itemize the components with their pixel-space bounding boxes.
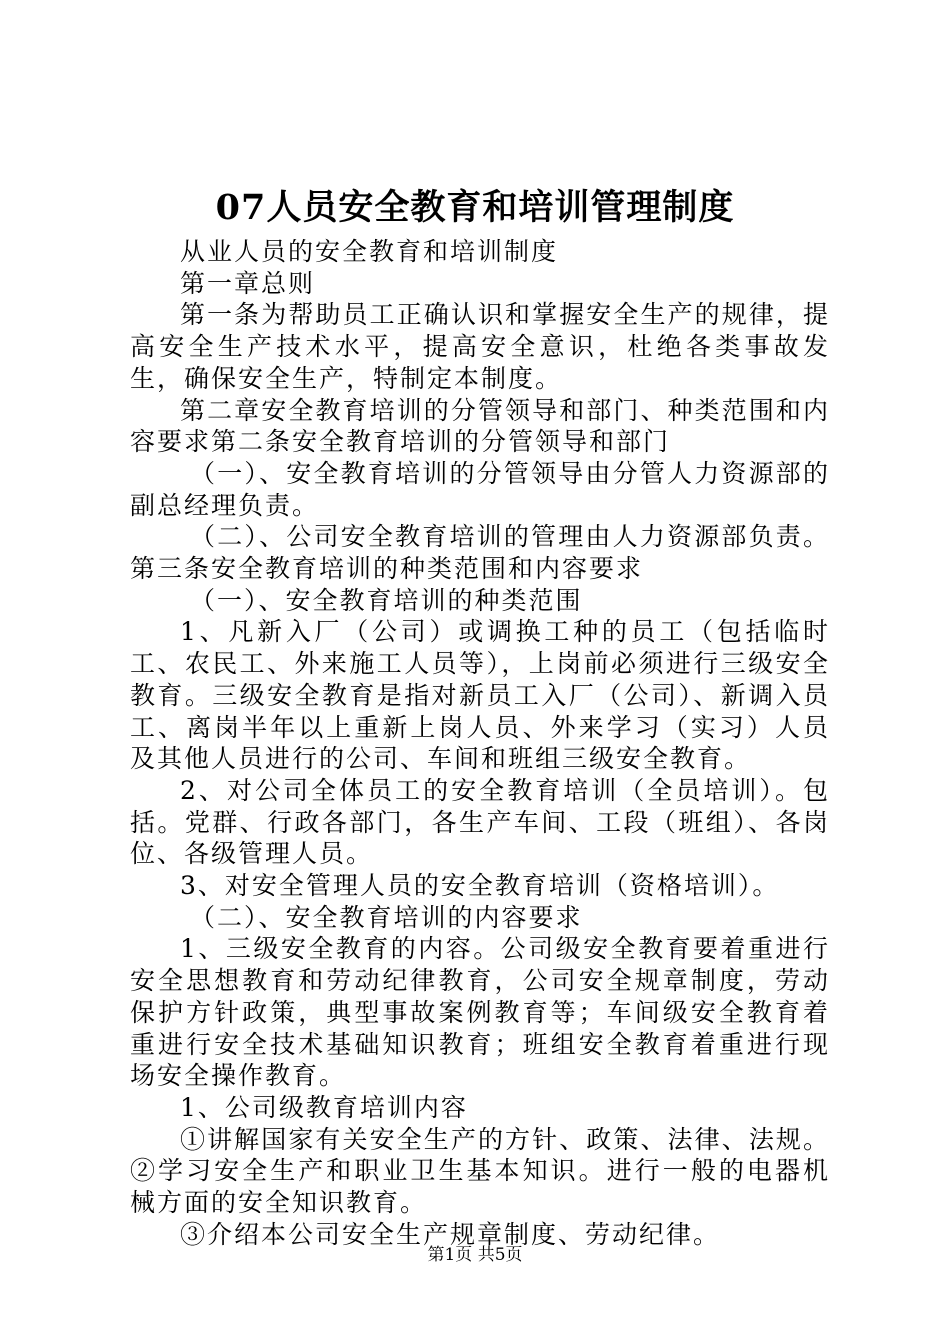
paragraph-company-item-3: ③介绍本公司安全生产规章制度、劳动纪律。 [180, 1219, 721, 1249]
paragraph-subtitle: 从业人员的安全教育和培训制度 [180, 237, 559, 266]
paragraph-item-2: （二）、公司安全教育培训的管理由人力资源部负责。第三条安全教育培训的种类范围和内容要求 [130, 522, 830, 584]
paragraph-company-level: 1、公司级教育培训内容 [180, 1092, 468, 1122]
paragraph-section-scope: （一）、安全教育培训的种类范围 [190, 585, 583, 615]
paragraph-section-content: （二）、安全教育培训的内容要求 [190, 902, 583, 932]
paragraph-scope-2: 2、对公司全体员工的安全教育培训（全员培训）。包括。党群、行政各部门，各生产车间、工段（班组）、各岗位、各级管理人员。 [130, 775, 830, 869]
paragraph-content-1: 1、三级安全教育的内容。公司级安全教育要着重进行安全思想教育和劳动纪律教育，公司安全规章制度，劳动保护方针政策，典型事故案例教育等；车间级安全教育着重进行安全技术基础知识教育；班组安全教育着重进行现场安全操作教育。 [130, 934, 830, 1091]
page-footer: 第1页 共5页 [427, 1245, 523, 1265]
document-body [130, 236, 830, 1251]
paragraph-scope-1: 1、凡新入厂（公司）或调换工种的员工（包括临时工、农民工、外来施工人员等），上岗前必须进行三级安全教育。三级安全教育是指对新员工入厂（公司）、新调入员工、离岗半年以上重新上岗人员、外来学习（实习）人员及其他人员进行的公司、车间和班组三级安全教育。 [130, 617, 830, 774]
paragraph-item-1: （一）、安全教育培训的分管领导由分管人力资源部的副总经理负责。 [130, 458, 830, 520]
paragraph-chapter-1: 第一章总则 [180, 268, 316, 298]
paragraph-chapter-2: 第二章安全教育培训的分管领导和部门、种类范围和内容要求第二条安全教育培训的分管领导和部门 [130, 395, 830, 457]
document-title: 07人员安全教育和培训管理制度 [215, 187, 735, 228]
paragraph-article-1: 第一条为帮助员工正确认识和掌握安全生产的规律，提高安全生产技术水平，提高安全意识，杜绝各类事故发生，确保安全生产，特制定本制度。 [130, 300, 830, 393]
paragraph-company-items: ①讲解国家有关安全生产的方针、政策、法律、法规。②学习安全生产和职业卫生基本知识。进行一般的电器机械方面的安全知识教育。 [130, 1124, 830, 1218]
paragraph-scope-3: 3、对安全管理人员的安全教育培训（资格培训）。 [180, 871, 780, 901]
